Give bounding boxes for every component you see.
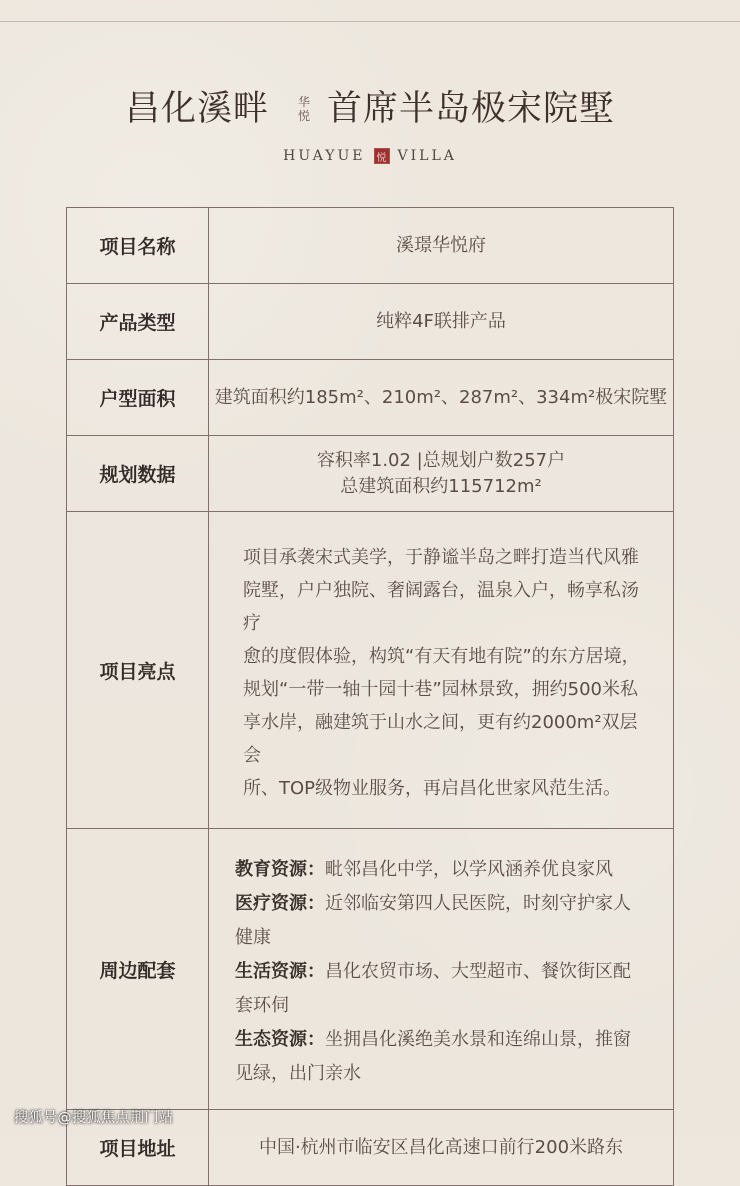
- nearby-value-life-line-1: 昌化农贸市场、大型超市、餐饮街区配: [325, 961, 631, 982]
- highlight-line-5: 享水岸，融建筑于山水之间，更有约2000m²双层会: [243, 712, 638, 766]
- brand-seal-icon: [374, 148, 390, 164]
- table-row: [67, 829, 674, 1110]
- nearby-item-medical: [235, 887, 655, 955]
- title-brand-mark: [295, 95, 313, 123]
- top-border-line: [0, 0, 740, 22]
- nearby-facilities-list: [209, 829, 673, 1109]
- table-value-project-address: 中国·杭州市临安区昌化高速口前行200米路东: [209, 1110, 674, 1186]
- title-brand-mark-bottom: 悦: [297, 109, 310, 123]
- title-brand-mark-top: 华: [297, 95, 310, 109]
- nearby-item-ecology: [235, 1023, 655, 1091]
- table-label-project-address: 项目地址: [67, 1110, 209, 1186]
- page-title-main: 昌化溪畔: [124, 88, 269, 129]
- highlight-line-6: 所、TOP级物业服务，再启昌化世家风范生活。: [243, 778, 622, 799]
- table-value-unit-area: 建筑面积约185m²、210m²、287m²、334m²极宋院墅: [209, 360, 674, 436]
- planning-data-line-2: 总建筑面积约115712m²: [340, 475, 542, 497]
- page-title-subtitle: 首席半岛极宋院墅: [327, 88, 616, 129]
- table-value-project-name: 溪璟华悦府: [209, 208, 674, 284]
- highlight-line-2: 院墅，户户独院、奢阔露台，温泉入户，畅享私汤疗: [243, 580, 639, 634]
- project-info-table: [66, 207, 674, 1186]
- table-value-product-type: 纯粹4F联排产品: [209, 284, 674, 360]
- table-row: [67, 360, 674, 436]
- nearby-value-ecology-line-2: 见绿，出门亲水: [235, 1063, 361, 1084]
- nearby-title-ecology: 生态资源：: [235, 1029, 325, 1050]
- table-row: [67, 208, 674, 284]
- table-row: [67, 512, 674, 829]
- nearby-value-life-line-2: 套环伺: [235, 995, 289, 1016]
- nearby-value-ecology-line-1: 坐拥昌化溪绝美水景和连绵山景，推窗: [325, 1029, 631, 1050]
- highlight-line-3: 愈的度假体验，构筑“有天有地有院”的东方居境，: [243, 646, 640, 667]
- nearby-item-life: [235, 955, 655, 1023]
- brand-row: [0, 145, 740, 167]
- table-value-planning-data: [209, 436, 674, 512]
- nearby-value-education: 毗邻昌化中学，以学风涵养优良家风: [325, 859, 613, 880]
- highlight-line-1: 项目承袭宋式美学，于静谧半岛之畔打造当代风雅: [243, 547, 639, 568]
- brand-seal-text: 悦: [376, 152, 387, 164]
- footer-watermark: 搜狐号@搜狐焦点荆门站: [14, 1110, 174, 1126]
- table-label-project-name: 项目名称: [67, 208, 209, 284]
- table-label-project-highlights: 项目亮点: [67, 512, 209, 829]
- planning-data-line-1: 容积率1.02 |总规划户数257户: [316, 449, 566, 471]
- nearby-value-medical-line-2: 健康: [235, 927, 271, 948]
- table-row: [67, 284, 674, 360]
- brand-right-text: VILLA: [397, 148, 457, 164]
- table-value-nearby-facilities: [209, 829, 674, 1110]
- project-highlights-text: [209, 512, 673, 828]
- table-value-project-highlights: [209, 512, 674, 829]
- table-label-planning-data: 规划数据: [67, 436, 209, 512]
- nearby-title-education: 教育资源：: [235, 859, 325, 880]
- table-label-nearby-facilities: 周边配套: [67, 829, 209, 1110]
- table-label-unit-area: 户型面积: [67, 360, 209, 436]
- nearby-item-education: [235, 853, 655, 887]
- header-title-row: [0, 84, 740, 134]
- nearby-value-medical-line-1: 近邻临安第四人民医院，时刻守护家人: [325, 893, 631, 914]
- nearby-title-life: 生活资源：: [235, 961, 325, 982]
- nearby-title-medical: 医疗资源：: [235, 893, 325, 914]
- brand-left-text: HUAYUE: [283, 148, 366, 164]
- table-label-product-type: 产品类型: [67, 284, 209, 360]
- project-info-table-wrap: [66, 207, 671, 1160]
- table-row: [67, 436, 674, 512]
- highlight-line-4: 规划“一带一轴十园十巷”园林景致，拥约500米私: [243, 679, 639, 700]
